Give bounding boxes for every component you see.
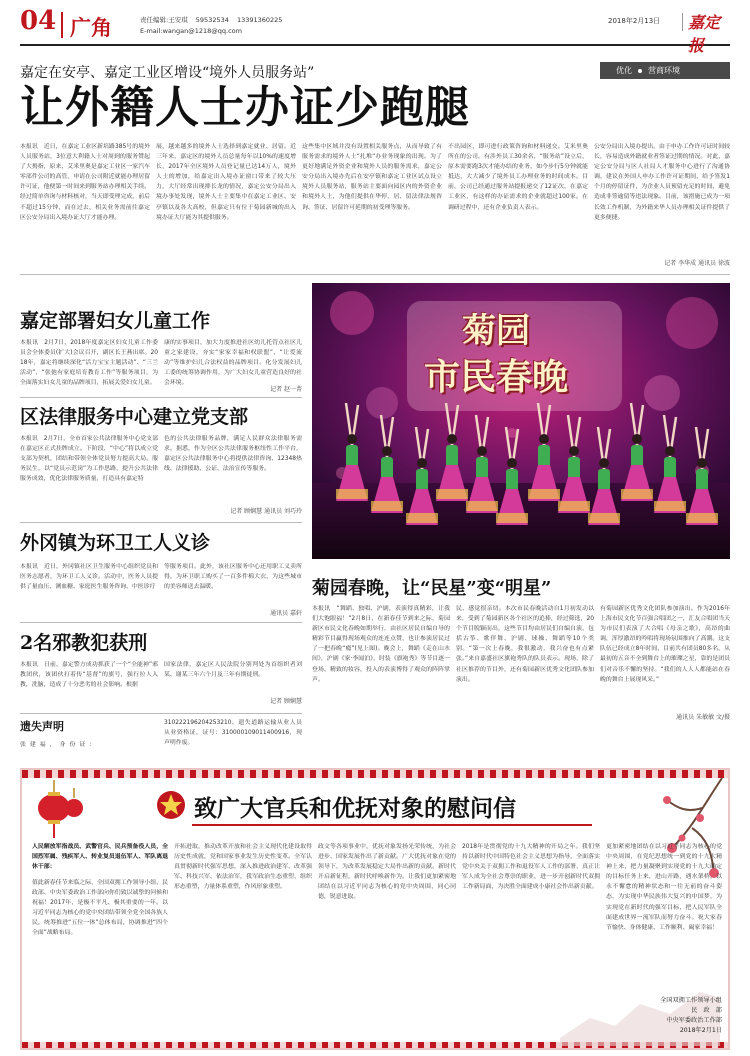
photo-banner-line-2: 市民春晚 bbox=[424, 356, 569, 398]
waigang-byline: 通讯员 嘉轩 bbox=[270, 610, 302, 617]
women-headline: 嘉定部署妇女儿童工作 bbox=[20, 310, 211, 332]
lead-subhead: 嘉定在安亭、嘉定工业区增设“境外人员服务站” bbox=[20, 65, 315, 81]
dancers-art bbox=[312, 283, 730, 559]
dancer bbox=[621, 403, 653, 501]
notice-title: 遗失声明 bbox=[20, 720, 64, 733]
waigang-headline: 外冈镇为环卫工人义诊 bbox=[20, 532, 211, 554]
notice-text-1: 张建福，身份证： bbox=[20, 742, 100, 748]
lead-col-1: 本报讯 近日，在嘉定工业区新培路385号的境外人员服务站，3位意大利籍人士对周到的服务赞起了大拇指，原来，艾米里奥是嘉定工业区一家汽车零部件公司的高管，申请在公司附近就能办理居留许可证，他便第一时间来到服务站办理相关手续。经过简单咨询与材料核对，当天即受理完成，前后不超过15分钟，而在过去，相关业务需前往嘉定区公安分局出入境办证大厅才能办理。 bbox=[20, 144, 150, 221]
red-lantern-icon bbox=[30, 780, 90, 842]
photo-banner-line-1: 菊园 bbox=[462, 311, 530, 351]
gala-byline: 通讯员 朱敏敏 文/摄 bbox=[676, 714, 730, 721]
signer-2: 民 政 部 bbox=[691, 1007, 722, 1014]
letter-box bbox=[20, 768, 730, 1050]
letter-col-3: 政文等各项事业中，优抚对象发扬光荣传统，为社会进步、国家发展作出了新贡献。广大优抚对象在党的领导下，为改革发展稳定大局作出新的贡献。新时代开启新征程，新时代呼唤新作为。让我们更加紧密地团结在以习近平同志为核心的党中央周围，同心同德，锐意进取。 bbox=[318, 844, 456, 901]
legal-byline: 记者 顾娴慧 通讯员 刘巧玲 bbox=[230, 508, 302, 515]
phone-2: 13391360225 bbox=[236, 16, 283, 24]
signer-3: 中央军委政治工作部 bbox=[666, 1017, 722, 1024]
editor-email: E-mail:wangan@1218@qq.com bbox=[140, 27, 242, 35]
letter-col-4: 2018年是贯彻党的十九大精神的开局之年。我们坚持以新时代中国特色社会主义思想为指导，全面落实党中央关于双拥工作和退役军人工作的部署，真正让军人成为全社会尊崇的职业，进一步开创新时代双拥工作新局面，为决胜全面建成小康社会作出新贡献。 bbox=[462, 844, 600, 891]
issue-date: 2018年2月13日 bbox=[608, 17, 661, 25]
dancer-group bbox=[312, 283, 730, 559]
army-emblem-icon bbox=[156, 790, 186, 820]
women-col-1: 本报讯 2月7日，2018年度嘉定区妇女儿童工作委员会全体委员(扩大)会议召开，副区长王燕出席。2018年，嘉定将继续深化“活力宝宝主题活动”、“三兰活动”，“张弛有家庭培育教育工作”等服务项目，为全面落实妇女儿童的品牌项目，拓展关爱妇女儿童。 bbox=[20, 340, 158, 387]
dancer bbox=[686, 427, 718, 525]
lead-col-2: 展，越来越多的境外人士选择到嘉定就业、居留。近三年来，嘉定区的境外人员总量每年以10%的速度增长，2017年全区境外人员登记量已达14万人，境外人士的增加，给嘉定出入境办证窗口带来了较大压力，大厅经常出现排长龙的情况，嘉定公安分局出入境办事处发现，境外人士主要集中在嘉定工业区、安亭镇以及各大高校，但嘉定只有位于菊园新城的出入境办证大厅能为其提供服务。 bbox=[156, 144, 296, 221]
page-number: 04 bbox=[20, 6, 57, 36]
phone-1: 59532534 bbox=[195, 16, 229, 24]
dancer bbox=[654, 415, 686, 513]
tag-label-1: 优化 bbox=[616, 66, 632, 75]
letter-title: 致广大官兵和优抚对象的慰问信 bbox=[194, 795, 516, 822]
dancer bbox=[588, 427, 620, 525]
legal-col-2: 色的公共法律服务品牌，满足人民群众法律服务需求。据悉，作为全区公共法律服务枢纽性工作平台，嘉定区公共法律服务中心将提供法律咨询、12348热线、法律援助、公证、法治宣传等服务。 bbox=[164, 436, 302, 473]
lead-col-4: 不出园区，即可进行政策咨询和材料递交。艾米里奥所在的公司，有涉外员工30余名，“服务站”设立后，原本需要跑3次才能办结的业务，如今步行5分钟就能抵达，大大减少了境外员工办理业务的时间成本。目前，公司已经通过服务站提报递交了12证次，在嘉定工业区，有这样的办证需求的企业就超过100家。在调研过程中，还有企业负责人表示。 bbox=[448, 144, 588, 211]
gala-col-2: 民、感觉很亲切。本次市民春晚活动自1月初发动以来，受到了菊园新区各个社区的追捧，经过筛选，20个节目脱颖而出，这些节目均由居民们自编自演，包括古筝、歌伴舞、沪剧、球操、舞蹈等10个类别。“第一次上春晚，我很激动，我兴奋也有点紧张。”来自嘉盛社区旗袍秀队的队员表示。现场，除了社区推荐的节目外，还有菊园新区优秀文化团队参加演出。 bbox=[456, 606, 594, 683]
letter-signature bbox=[606, 996, 722, 1036]
letter-greeting: 人民解放军指战员、武警官兵、民兵预备役人员，全国烈军属、残疾军人、转业复员退伍军人、军队离退休干部： bbox=[32, 844, 168, 871]
gala-col-1: 本报讯 “舞蹈、独唱、沪剧，表演得真精彩，让我们大饱眼福！”2月8日，在新春佳节到来之际，菊园新区市民文化春晚如期举行，由社区居民自编自导的精彩节目赢得现场观众的连连点赞，也让参演居民过了一把春晚“瘾”(见上图)。晚会上，舞蹈《走在山水间》，沪剧《家·李闻泊》，时装《旗袍秀》等节目逐一登场，精致的妆容，投入的表演博得了观众的阵阵掌声。 bbox=[312, 606, 450, 683]
dancer bbox=[528, 403, 560, 501]
dancer bbox=[558, 415, 590, 513]
paper-logo: 嘉定报 bbox=[688, 13, 721, 55]
letter-col-1: 值此新春佳节来临之际，全国双拥工作领导小组、民政部、中央军委政治工作部向你们致以诚挚的问候和祝福！2017年，是极不平凡、极其重要的一年。以习近平同志为核心的党中央团结带领全党全国各族人民，统筹推进“五位一体”总体布局，协调推进“四个全面”战略布局。 bbox=[32, 880, 168, 937]
section-name: 广角 bbox=[70, 15, 112, 40]
legal-col-1: 本报讯 2月7日，全市首家公共法律服务中心党支部在嘉定区正式挂牌成立。下阶段，“中心”将以成立党支部为契机，团结和带领全体党员努力提高大局，服务民生，以“党员示范岗”为工作思路，提升公共法律服务成效，优化法律服务质量，打造具有嘉定特 bbox=[20, 436, 158, 483]
signer-1: 全国双拥工作领导小组 bbox=[660, 997, 722, 1004]
cult-col-2: 国家法律，嘉定区人民法院分别判处为首组织者刘某、谢某三年六个月及三年有期徒刑。 bbox=[164, 662, 302, 679]
notice-text-2: 310222196204253210，遗失道路运输从业人员从业资格证，证号：310000109011400916，现声明作废。 bbox=[164, 720, 302, 747]
dancer bbox=[371, 415, 403, 513]
topic-tag bbox=[600, 62, 730, 79]
waigang-col-2: 等服务项目。此外，该社区服务中心还用职工义卖所得，为环卫职工购买了一百多件棉大衣，为这些城市的美容师送去温暖。 bbox=[164, 564, 302, 591]
lead-col-3: 这些集中区域并没有设置相关服务点，从而导致了有服务需求的境外人士“扎堆”办业务现象的出现。为了更好地满足外资企业和境外人员的服务需求，嘉定公安分局出入境办先后在安亭镇和嘉定工业区试点设立境外人员服务站，服务站主要面向园区内的外资企业和境外人士，为他们提供在华停、居、留法律法规咨询、签证、居留许可延期的初受理等服务。 bbox=[302, 144, 442, 211]
legal-headline: 区法律服务中心建立党支部 bbox=[20, 406, 249, 428]
dancer bbox=[436, 403, 468, 501]
women-col-2: 康的实事项目，加大力度推进社区幼儿托管点社区儿童之家建设，夯实“家家幸福和权联盟”、“让爱流动”等维护妇儿合法权益的品牌项目。化分发展妇儿工委的统筹协调作用，为广大妇女儿童营造良好的社会环境。 bbox=[164, 340, 302, 387]
page-header bbox=[20, 4, 730, 55]
dancer bbox=[466, 415, 498, 513]
cult-byline: 记者 顾娴慧 bbox=[270, 698, 302, 705]
editor: 责任编辑:王安琪 bbox=[140, 16, 188, 24]
dancer bbox=[336, 403, 368, 501]
dancer bbox=[406, 427, 438, 525]
women-byline: 记者 赵一菁 bbox=[270, 386, 302, 393]
lead-byline: 记者 李华成 通讯员 徐波 bbox=[664, 260, 730, 267]
letter-col-2: 开拓进取，推动改革开放和社会主义现代化建设取得历史性成就，党和国家事业发生历史性变革。全军认真贯彻新时代强军思想，深入推进政治建军、改革强军、科技兴军、依法治军，我军政治生态重塑，组织形态重塑，力量体系重塑，作风形象重塑。 bbox=[174, 844, 312, 891]
gala-photo bbox=[312, 283, 730, 559]
waigang-col-1: 本报讯 近日，外冈镇社区卫生服务中心组织党员和医务志愿者，为环卫工人义诊。活动中，医务人员提供了量血压、测血糖、家庭医生服务咨询、中医诊疗 bbox=[20, 564, 158, 591]
letter-col-5: 更加紧密地团结在以习近平同志为核心的党中央周围，在党纪思想统一到党的十九大精神上来，把力量凝聚到实现党的十九大确定的目标任务上来，进山开路，遇水架桥，以永不懈怠的精神状态和一往无前的奋斗姿态，为实现中华民族伟大复兴的中国梦，为实现党在新时代的强军目标，把人民军队全面建成世界一流军队而努力奋斗。祝大家春节愉快、身体健康、工作顺利、阖家幸福！ bbox=[606, 844, 722, 931]
gala-headline: 菊园春晚，让“民星”变“明星” bbox=[312, 578, 552, 599]
signature-date: 2018年2月1日 bbox=[679, 1027, 722, 1034]
lead-headline: 让外籍人士办证少跑腿 bbox=[20, 82, 470, 133]
dancer bbox=[496, 427, 528, 525]
gala-col-3: 有菊园新区优秀文化团队参加演出。作为2016年上海市民文化节百强合唱团之一，汇友合唱团当天为市民们表演了大合唱《母亲之歌》，高昂的曲调，浑厚激昂的吟唱将现场氛围推向了高潮。这支队伍已经成立8年时间，目前共有团员80多名，从最初的五音不全到舞台上的璀璨之星，靠的是团员们对音乐不懈的坚持。“我们的人人人都能站在春晚的舞台上展现风采。” bbox=[600, 606, 730, 683]
lead-col-5: 公安分局出入境办提出，由于申办工作许可证时间较长，容易造成外籍就业者签证过期的情况。对此，嘉定公安分局与区人社局人才服务中心进行了沟通协调，建议在外国人申办工作许可证期间，给予签发1个月的停留证件，为企业人员预留充足的时间，避免造成非签逾留等违法现象。目前，该措施已成为一项长效工作机制，为外籍来华人员办理相关证件提供了更多便捷。 bbox=[594, 144, 730, 221]
cult-headline: 2名邪教犯获刑 bbox=[20, 632, 148, 654]
tag-label-2: 营商环境 bbox=[648, 66, 680, 75]
cult-col-1: 本报讯 日前，嘉定警方成功抓获了一个“全能神”邪教团伙，该团伙打着传“基督”的旗号，强行拉人入教，洗脑，造成了十分恶劣的社会影响。根据 bbox=[20, 662, 158, 689]
